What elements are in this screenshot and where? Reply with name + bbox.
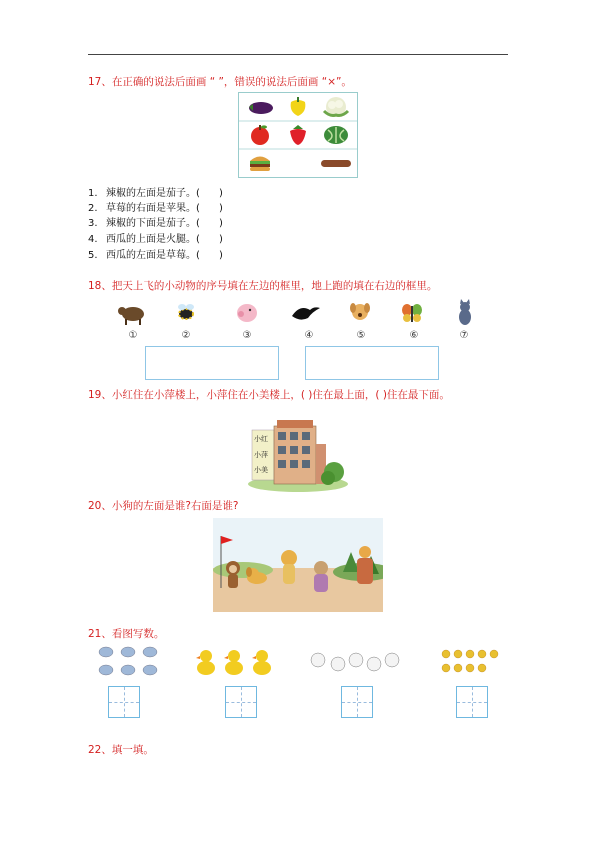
num-2: ② <box>181 330 191 341</box>
animals-scene <box>213 518 383 612</box>
bird-icon <box>292 307 320 319</box>
pig-icon <box>237 304 257 322</box>
duck-count-box[interactable] <box>225 686 257 718</box>
pepper-icon <box>279 93 317 120</box>
building-illustration <box>248 420 348 492</box>
bee-icon <box>178 304 194 319</box>
question-21-title: 21、看图写数。 <box>88 628 165 640</box>
dog-icon <box>350 303 370 320</box>
q17-item-1: 1. 辣椒的左面是茄子。( ) <box>88 188 223 199</box>
kitty-group <box>311 653 399 671</box>
fish-count-box[interactable] <box>108 686 140 718</box>
label-xiaohong: 小红 <box>254 435 268 443</box>
q17-item-4: 4. 西瓜的上面是火腿。( ) <box>88 234 223 245</box>
q17-item-2: 2. 草莓的右面是苹果。( ) <box>88 203 223 214</box>
num-5: ⑤ <box>356 330 366 341</box>
eggplant-icon <box>241 93 279 120</box>
q17-item-5: 5. 西瓜的左面是草莓。( ) <box>88 250 223 261</box>
animal-row <box>110 298 490 328</box>
label-xiaoping: 小萍 <box>254 451 268 459</box>
running-answer-box[interactable] <box>305 346 439 380</box>
label-xiaomei: 小美 <box>254 466 268 474</box>
ox-icon <box>118 307 144 325</box>
duck-group <box>196 650 271 675</box>
flying-answer-box[interactable] <box>145 346 279 380</box>
watermelon-icon <box>317 121 355 148</box>
num-1: ① <box>128 330 138 341</box>
bear-icon <box>314 561 328 592</box>
num-6: ⑥ <box>409 330 419 341</box>
fish-group <box>99 647 157 675</box>
cat-icon <box>459 299 471 325</box>
food-grid <box>238 92 358 178</box>
num-3: ③ <box>242 330 252 341</box>
question-18-title: 18、把天上飞的小动物的序号填在左边的框里，地上跑的填在右边的框里。 <box>88 280 438 292</box>
question-20-title: 20、小狗的左面是谁?右面是谁? <box>88 500 239 512</box>
hamburger-icon <box>241 149 279 176</box>
question-19-title: 19、小红住在小萍楼上，小萍住在小美楼上，( )住在最上面，( )住在最下面。 <box>88 389 450 401</box>
cauliflower-icon <box>317 93 355 120</box>
lion-icon <box>281 550 297 584</box>
q17-item-3: 3. 辣椒的下面是茄子。( ) <box>88 218 223 229</box>
num-4: ④ <box>304 330 314 341</box>
sausage-icon <box>317 149 355 176</box>
kitty-count-box[interactable] <box>341 686 373 718</box>
question-22-title: 22、填一填。 <box>88 744 154 756</box>
butterfly-icon <box>402 304 422 322</box>
counting-pictures <box>94 642 514 682</box>
num-7: ⑦ <box>459 330 469 341</box>
strawberry-icon <box>279 121 317 148</box>
question-17-title: 17、在正确的说法后面画 “ ”，错误的说法后面画 “×”。 <box>88 76 352 88</box>
chick-count-box[interactable] <box>456 686 488 718</box>
chick-group <box>442 650 498 672</box>
header-rule <box>88 54 508 55</box>
giraffe-icon <box>357 546 373 584</box>
apple-icon <box>241 121 279 148</box>
